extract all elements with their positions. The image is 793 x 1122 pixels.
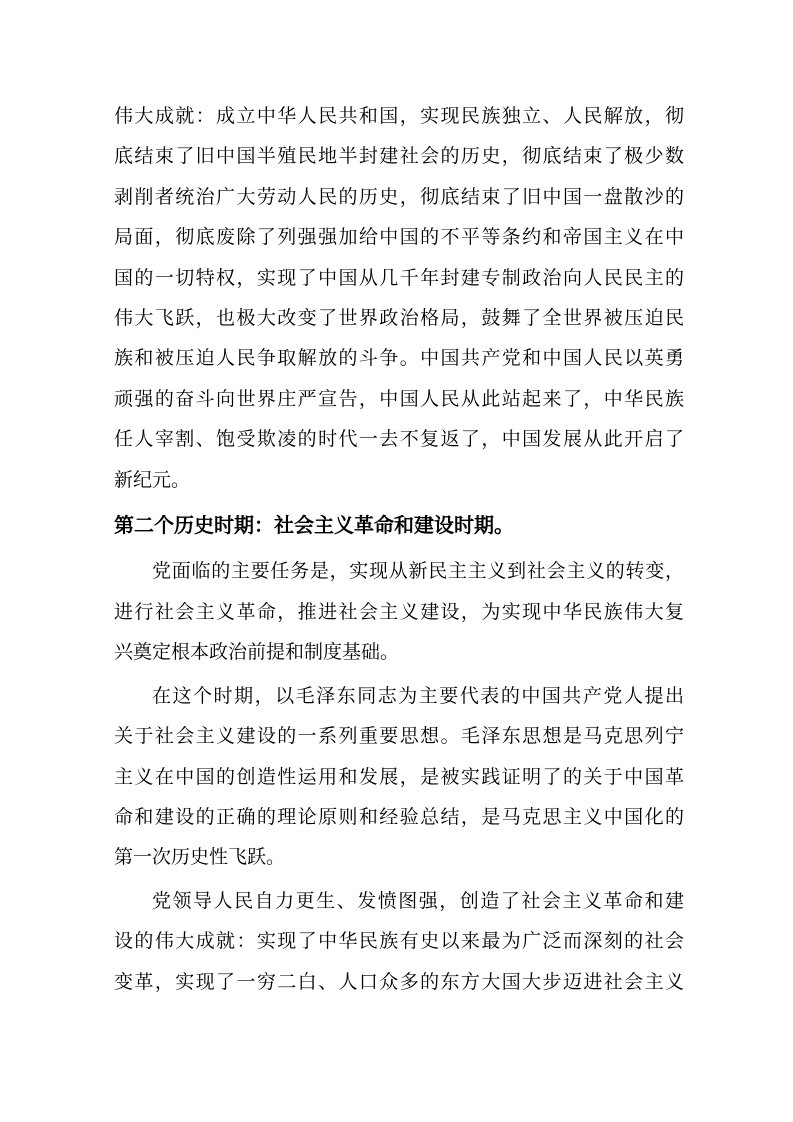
- text-line: 党领导人民自力更生、发愤图强，创造了社会主义革命和建: [152, 890, 684, 912]
- paragraph: [114, 677, 684, 879]
- text-line: 兴奠定根本政治前提和制度基础。: [114, 642, 400, 664]
- section-heading: 第二个历史时期：社会主义革命和建设时期。: [114, 515, 514, 538]
- document-content: [114, 97, 684, 1003]
- text-line: 党面临的主要任务是，实现从新民主主义到社会主义的转变，: [152, 561, 684, 583]
- text-line: 新纪元。: [114, 469, 191, 491]
- text-line: 主义在中国的创造性运用和发展，是被实践证明了的关于中国革: [114, 766, 684, 788]
- paragraph: [114, 882, 684, 1003]
- text-line: 局面，彻底废除了列强强加给中国的不平等条约和帝国主义在中: [114, 227, 684, 249]
- text-line: 命和建设的正确的理论原则和经验总结，是马克思主义中国化的: [114, 806, 684, 828]
- text-line: 任人宰割、饱受欺凌的时代一去不复返了，中国发展从此开启了: [114, 429, 684, 451]
- paragraph: [114, 552, 684, 673]
- text-line: 底结束了旧中国半殖民地半封建社会的历史，彻底结束了极少数: [114, 146, 684, 168]
- text-line: 变革，实现了一穷二白、人口众多的东方大国大步迈进社会主义: [114, 971, 684, 993]
- text-line: 进行社会主义革命，推进社会主义建设，为实现中华民族伟大复: [114, 601, 684, 623]
- text-line: 剥削者统治广大劳动人民的历史，彻底结束了旧中国一盘散沙的: [114, 186, 684, 208]
- text-line: 顽强的奋斗向世界庄严宣告，中国人民从此站起来了，中华民族: [114, 388, 684, 410]
- text-line: 伟大飞跃，也极大改变了世界政治格局，鼓舞了全世界被压迫民: [114, 308, 684, 330]
- text-line: 在这个时期，以毛泽东同志为主要代表的中国共产党人提出: [152, 685, 684, 707]
- paragraph: [114, 97, 684, 501]
- text-line: 族和被压迫人民争取解放的斗争。中国共产党和中国人民以英勇: [114, 348, 684, 370]
- text-line: 第一次历史性飞跃。: [114, 847, 286, 869]
- text-line: 国的一切特权，实现了中国从几千年封建专制政治向人民民主的: [114, 267, 684, 289]
- text-line: 关于社会主义建设的一系列重要思想。毛泽东思想是马克思列宁: [114, 726, 684, 748]
- text-line: 设的伟大成就：实现了中华民族有史以来最为广泛而深刻的社会: [114, 931, 684, 953]
- text-line: 伟大成就：成立中华人民共和国，实现民族独立、人民解放，彻: [114, 106, 684, 127]
